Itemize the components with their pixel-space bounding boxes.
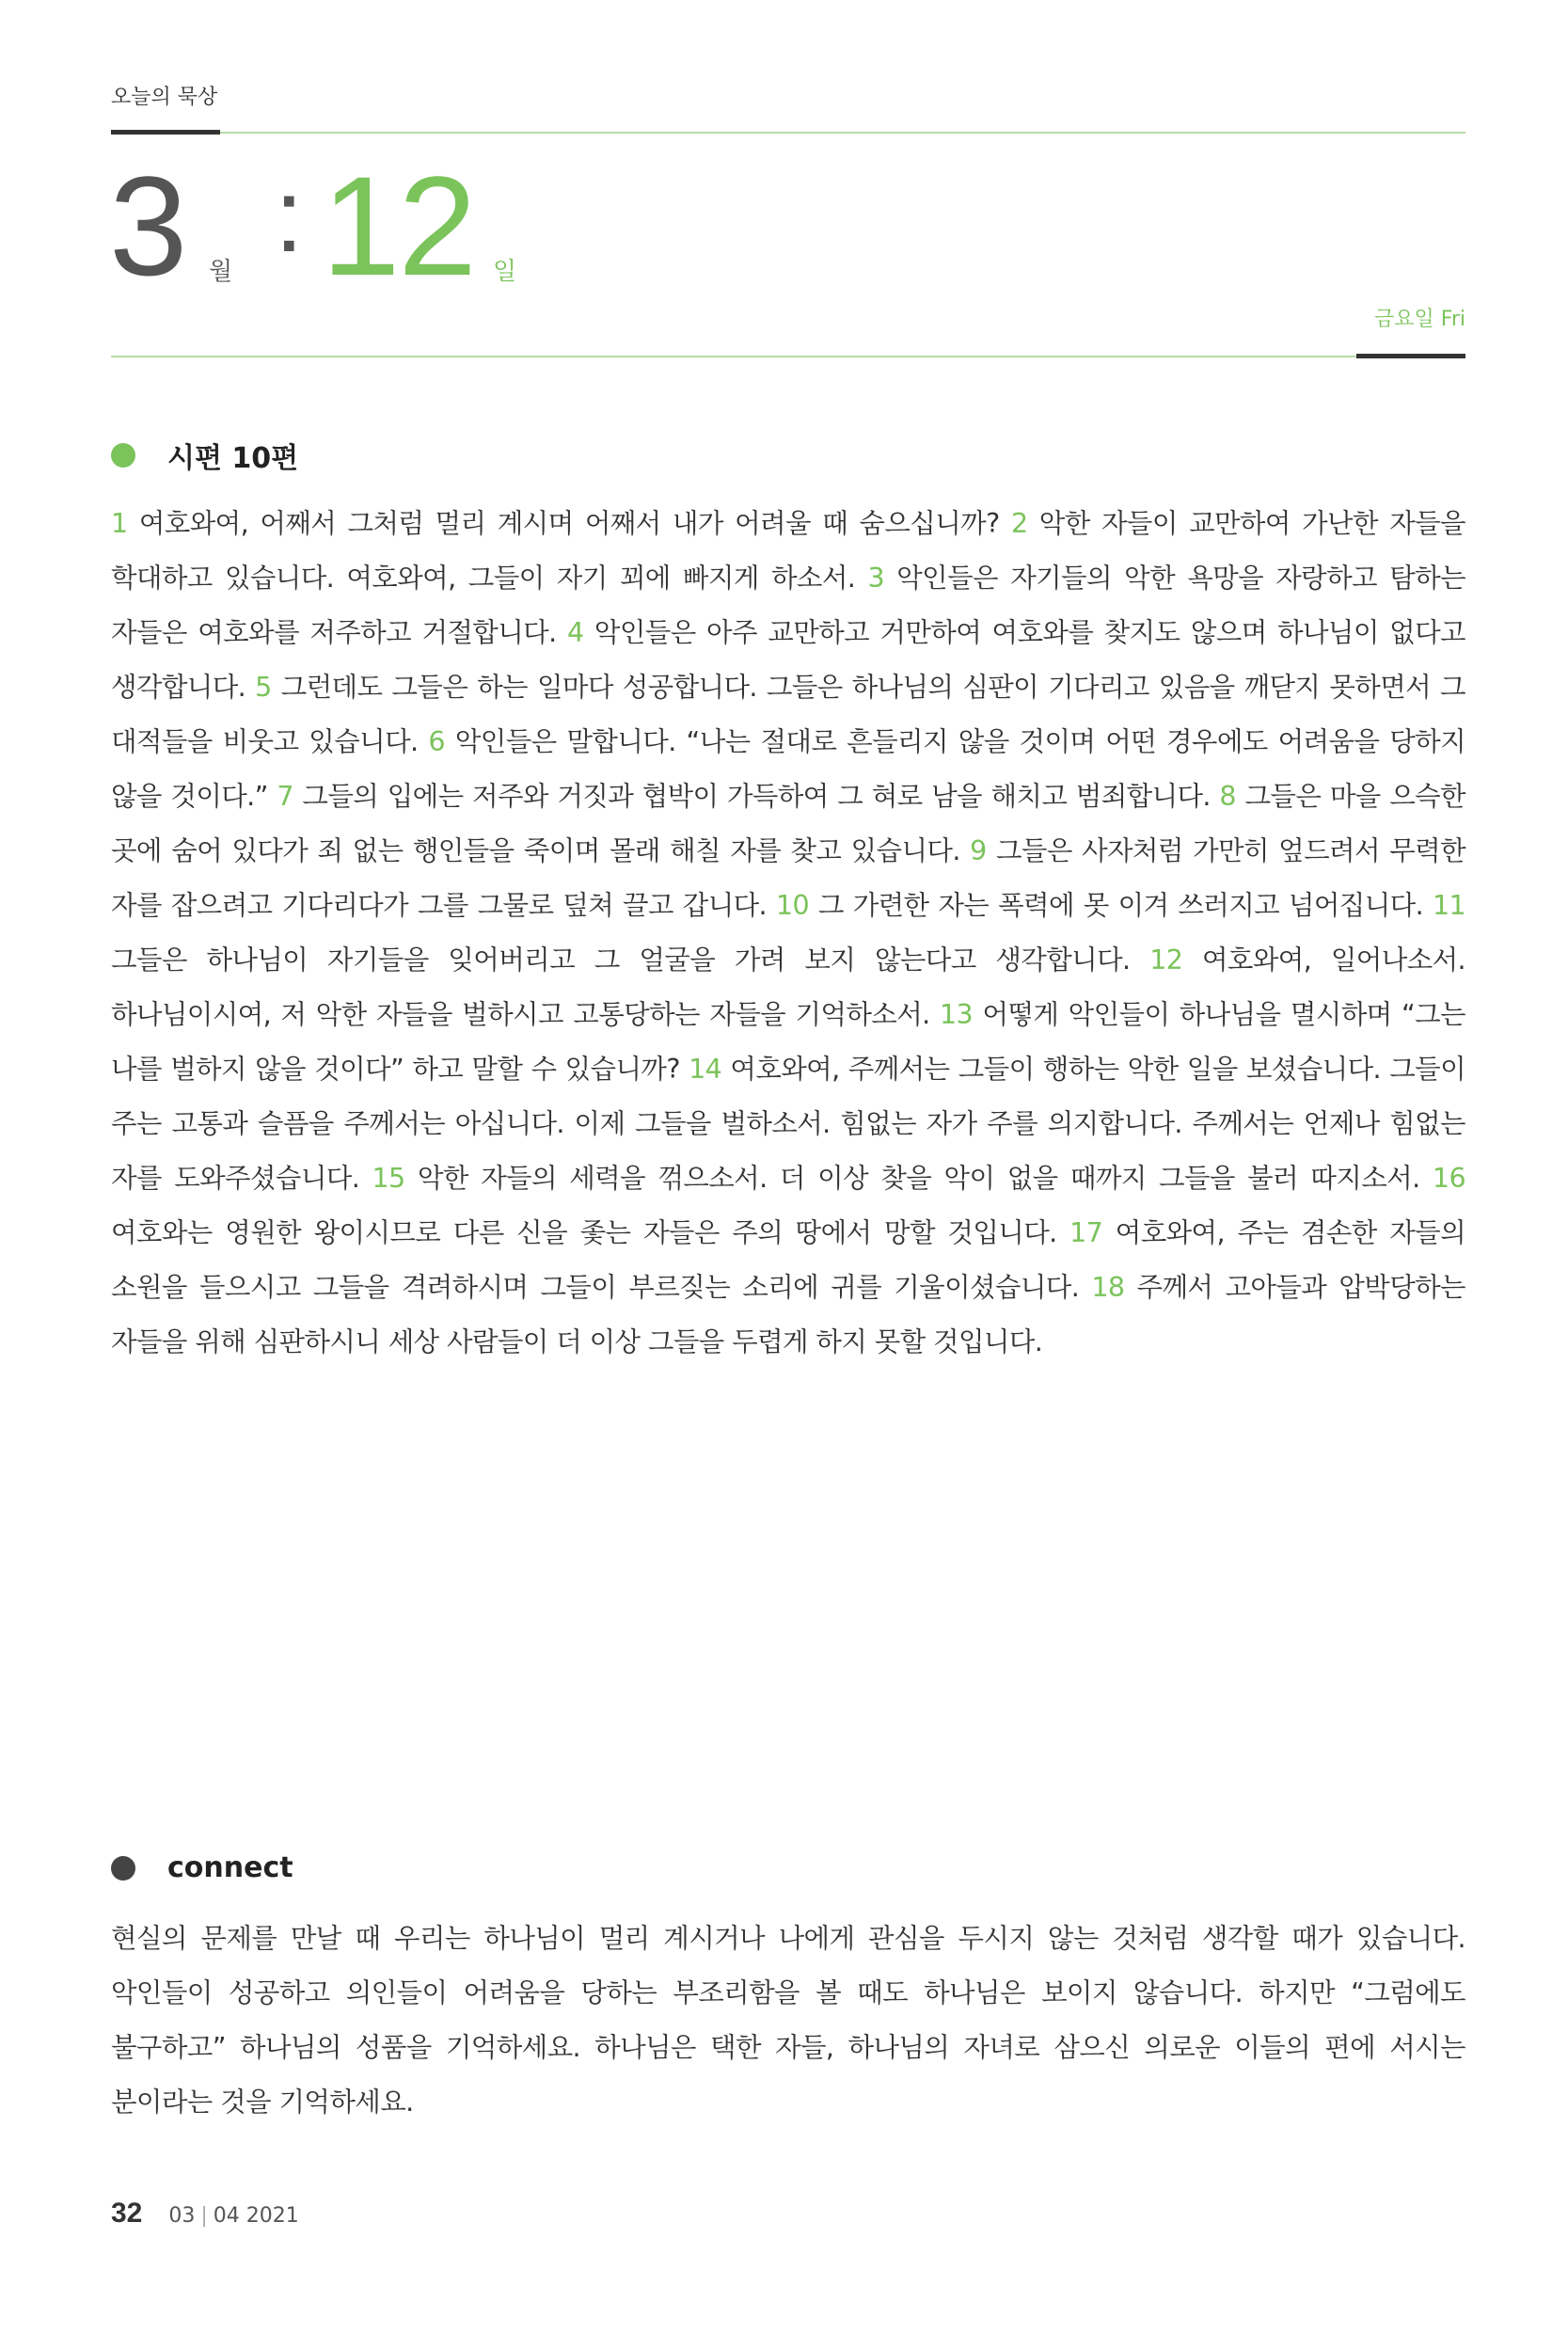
verse-number: 9 (970, 835, 987, 866)
issue-year: 04 2021 (213, 2204, 299, 2228)
verse-text: 악한 자들의 세력을 꺾으소서. 더 이상 찾을 악이 없을 때까지 그들을 불러 따지소서. (417, 1163, 1420, 1194)
verse-number: 14 (689, 1054, 722, 1085)
verse-number: 1 (111, 508, 128, 539)
verse-text: 여호와여, 일어나소서. 하나님이시여, 저 악한 자들을 벌하시고 고통당하는 자들을 기억하소서. (111, 944, 1465, 1030)
month-unit: 월 (209, 258, 233, 286)
verse-text: 그런데도 그들은 하는 일마다 성공합니다. 그들은 하나님의 심판이 기다리고 있음을 깨닫지 못하면서 그 대적들을 비웃고 있습니다. (111, 672, 1465, 757)
verse-number: 6 (428, 726, 445, 757)
weekday-label: 금요일 Fri (1374, 308, 1465, 331)
verse-text: 그들은 사자처럼 가만히 엎드려서 무력한 자를 잡으려고 기다리다가 그를 그물로 덮쳐 끌고 갑니다. (111, 835, 1466, 921)
dark-bullet-icon (111, 1856, 135, 1881)
verse-number: 17 (1069, 1217, 1103, 1248)
verse-text: 어떻게 악인들이 하나님을 멸시하며 “그는 나를 벌하지 않을 것이다” 하고 말할 수 있습니까? (111, 999, 1465, 1085)
scripture-text (111, 497, 1465, 1370)
verse-number: 4 (566, 617, 584, 648)
verse-number: 2 (1010, 508, 1028, 539)
verse-number: 15 (372, 1163, 405, 1194)
day-unit: 일 (493, 258, 517, 286)
connect-heading (111, 1851, 293, 1884)
mid-divider-accent (1356, 354, 1465, 358)
page-footer (111, 2198, 299, 2230)
verse-text: 그들은 하나님이 자기들을 잊어버리고 그 얼굴을 가려 보지 않는다고 생각합니다. (111, 944, 1131, 976)
verse-text: 악인들은 아주 교만하고 거만하여 여호와를 찾지도 않으며 하나님이 없다고 생각합니다. (111, 617, 1465, 703)
green-bullet-icon (111, 443, 135, 468)
verse-text: 여호와여, 주는 겸손한 자들의 소원을 들으시고 그들을 격려하시며 그들이 부르짖는 소리에 귀를 기울이셨습니다. (111, 1217, 1465, 1303)
verse-text: 그들은 마을 으슥한 곳에 숨어 있다가 죄 없는 행인들을 죽이며 몰래 해칠 자를 찾고 있습니다. (111, 781, 1465, 866)
verse-number: 13 (940, 999, 974, 1030)
month-number: 3 (109, 147, 186, 305)
verse-number: 8 (1219, 781, 1236, 812)
top-divider-accent (111, 130, 220, 135)
verse-text: 그 가련한 자는 폭력에 못 이겨 쓰러지고 넘어집니다. (817, 890, 1424, 921)
verse-number: 12 (1149, 944, 1183, 976)
verse-text: 여호와여, 주께서는 그들이 행하는 악한 일을 보셨습니다. 그들이 주는 고통과 슬픔을 주께서는 아십니다. 이제 그들을 벌하소서. 힘없는 자가 주를 의지합니다. 주께서는 언제나 힘없는 자를 도와주셨습니다. (111, 1054, 1465, 1194)
verse-text: 악인들은 말합니다. “나는 절대로 흔들리지 않을 것이며 어떤 경우에도 어려움을 당하지 않을 것이다.” (111, 726, 1466, 812)
connect-text: 현실의 문제를 만날 때 우리는 하나님이 멀리 계시거나 나에게 관심을 두시지 않는 것처럼 생각할 때가 있습니다. 악인들이 성공하고 의인들이 어려움을 당하는 부조리함을 볼 때도 하나님은 보이지 않습니다. 하지만 “그럼에도 불구하고” 하나님의 성품을 기억하세요. 하나님은 택한 자들, 하나님의 자녀로 삼으신 의로운 이들의 편에 서시는 분이라는 것을 기억하세요. (111, 1923, 1465, 2118)
scripture-heading (111, 435, 298, 476)
verse-number: 3 (867, 563, 885, 594)
verse-number: 18 (1091, 1272, 1125, 1303)
verse-text: 여호와는 영원한 왕이시므로 다른 신을 좇는 자들은 주의 땅에서 망할 것입니다. (111, 1217, 1057, 1248)
date-colon: : (275, 158, 304, 274)
issue-month: 03 (168, 2204, 196, 2228)
verse-number: 11 (1432, 890, 1466, 921)
day-number: 12 (322, 147, 475, 305)
verse-text: 악한 자들이 교만하여 가난한 자들을 학대하고 있습니다. 여호와여, 그들이 자기 꾀에 빠지게 하소서. (111, 508, 1465, 594)
page-number: 32 (111, 2198, 143, 2229)
section-label: 오늘의 묵상 (111, 86, 218, 109)
issue-info (168, 2204, 298, 2228)
verse-text: 주께서 고아들과 압박당하는 자들을 위해 심판하시니 세상 사람들이 더 이상 그들을 두렵게 하지 못할 것입니다. (111, 1272, 1465, 1357)
verse-number: 5 (255, 672, 272, 703)
verse-number: 16 (1432, 1163, 1465, 1194)
scripture-title: 시편 10편 (167, 442, 299, 475)
verse-text: 그들의 입에는 저주와 거짓과 협박이 가득하여 그 혀로 남을 해치고 범죄합니다. (302, 781, 1211, 812)
top-divider (111, 132, 1465, 134)
issue-separator: | (200, 2204, 208, 2228)
verse-number: 10 (775, 890, 809, 921)
verse-text: 악인들은 자기들의 악한 욕망을 자랑하고 탐하는 자들은 여호와를 저주하고 거절합니다. (111, 563, 1465, 648)
verse-text: 여호와여, 어째서 그처럼 멀리 계시며 어째서 내가 어려울 때 숨으십니까? (138, 508, 1000, 539)
connect-title: connect (167, 1851, 293, 1884)
verse-number: 7 (277, 781, 293, 812)
mid-divider (111, 356, 1465, 357)
